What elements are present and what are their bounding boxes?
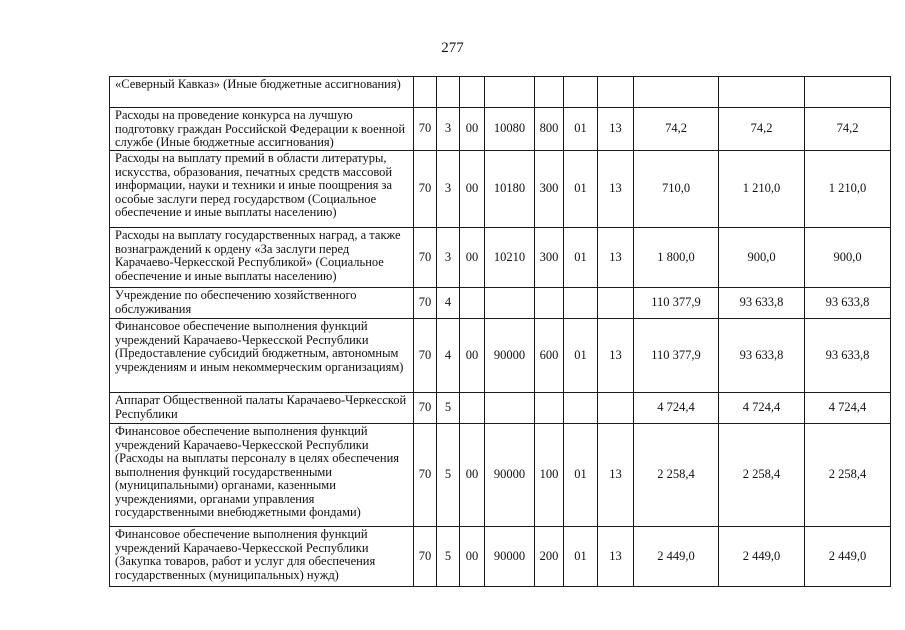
table-row xyxy=(110,424,891,527)
cell-code-5: 600 xyxy=(535,319,564,393)
budget-table xyxy=(109,76,891,587)
row-name: Аппарат Общественной палаты Карачаево-Черкесской Республики xyxy=(110,393,414,424)
row-name: Учреждение по обеспечению хозяйственного обслуживания xyxy=(110,288,414,319)
cell-code-2: 4 xyxy=(437,319,460,393)
cell-value-1 xyxy=(634,77,719,108)
cell-code-2: 3 xyxy=(437,108,460,151)
cell-code-3 xyxy=(460,393,485,424)
row-name: Расходы на выплату государственных наград, а также вознаграждений к ордену «За заслуги перед Карачаево-Черкесской Республикой» (Социальное обеспечение и иные выплаты населению) xyxy=(110,228,414,288)
cell-code-3: 00 xyxy=(460,108,485,151)
row-name: Финансовое обеспечение выполнения функций учреждений Карачаево-Черкесской Республики (Закупка товаров, работ и услуг для обеспечения государственных (муниципальных) нужд) xyxy=(110,527,414,587)
cell-code-7 xyxy=(598,288,634,319)
table-row xyxy=(110,108,891,151)
cell-code-7: 13 xyxy=(598,527,634,587)
cell-value-2: 2 449,0 xyxy=(719,527,805,587)
cell-code-3: 00 xyxy=(460,527,485,587)
cell-code-1: 70 xyxy=(414,393,437,424)
cell-value-2: 900,0 xyxy=(719,228,805,288)
cell-value-2: 2 258,4 xyxy=(719,424,805,527)
cell-code-2: 3 xyxy=(437,151,460,228)
cell-code-2: 5 xyxy=(437,393,460,424)
table-row xyxy=(110,319,891,393)
row-name: Финансовое обеспечение выполнения функций учреждений Карачаево-Черкесской Республики (Расходы на выплаты персоналу в целях обеспечения выполнения функций государственными (муниципальными) органами, казенными учреждениями, органами управления государственными внебюджетными фондами) xyxy=(110,424,414,527)
cell-value-1: 74,2 xyxy=(634,108,719,151)
cell-code-6: 01 xyxy=(564,527,598,587)
cell-code-6: 01 xyxy=(564,319,598,393)
cell-code-1: 70 xyxy=(414,527,437,587)
row-name: Финансовое обеспечение выполнения функций учреждений Карачаево-Черкесской Республики (Предоставление субсидий бюджетным, автономным учреждениям и иным некоммерческим организациям) xyxy=(110,319,414,393)
cell-code-3 xyxy=(460,77,485,108)
cell-value-2: 74,2 xyxy=(719,108,805,151)
cell-value-2: 4 724,4 xyxy=(719,393,805,424)
cell-code-5 xyxy=(535,288,564,319)
cell-code-1: 70 xyxy=(414,151,437,228)
cell-value-3: 4 724,4 xyxy=(805,393,891,424)
cell-code-3: 00 xyxy=(460,228,485,288)
table-row xyxy=(110,527,891,587)
cell-value-1: 110 377,9 xyxy=(634,288,719,319)
cell-code-3: 00 xyxy=(460,151,485,228)
row-name: «Северный Кавказ» (Иные бюджетные ассигнования) xyxy=(110,77,414,108)
cell-code-4: 10210 xyxy=(485,228,535,288)
cell-code-2: 4 xyxy=(437,288,460,319)
row-name: Расходы на выплату премий в области литературы, искусства, образования, печатных средств массовой информации, науки и техники и иные поощрения за особые заслуги перед государством (Социальное обеспечение и иные выплаты населению) xyxy=(110,151,414,228)
cell-code-5: 800 xyxy=(535,108,564,151)
cell-code-7 xyxy=(598,393,634,424)
cell-code-7 xyxy=(598,77,634,108)
cell-value-3: 2 449,0 xyxy=(805,527,891,587)
cell-code-6: 01 xyxy=(564,108,598,151)
cell-code-7: 13 xyxy=(598,424,634,527)
cell-code-4: 10180 xyxy=(485,151,535,228)
cell-value-2: 93 633,8 xyxy=(719,319,805,393)
cell-code-5: 200 xyxy=(535,527,564,587)
cell-value-1: 710,0 xyxy=(634,151,719,228)
cell-code-2: 5 xyxy=(437,527,460,587)
cell-code-5 xyxy=(535,77,564,108)
cell-code-1: 70 xyxy=(414,228,437,288)
cell-code-1: 70 xyxy=(414,108,437,151)
cell-code-1: 70 xyxy=(414,424,437,527)
cell-code-4: 10080 xyxy=(485,108,535,151)
cell-code-1: 70 xyxy=(414,319,437,393)
cell-code-6 xyxy=(564,77,598,108)
cell-code-7: 13 xyxy=(598,228,634,288)
cell-code-4 xyxy=(485,77,535,108)
cell-code-6: 01 xyxy=(564,151,598,228)
cell-value-1: 2 449,0 xyxy=(634,527,719,587)
cell-code-4 xyxy=(485,393,535,424)
table-row xyxy=(110,77,891,108)
cell-code-3: 00 xyxy=(460,424,485,527)
cell-code-6 xyxy=(564,288,598,319)
row-name: Расходы на проведение конкурса на лучшую подготовку граждан Российской Федерации к военной службе (Иные бюджетные ассигнования) xyxy=(110,108,414,151)
cell-value-1: 2 258,4 xyxy=(634,424,719,527)
cell-code-5: 300 xyxy=(535,151,564,228)
table-row xyxy=(110,151,891,228)
cell-value-2: 1 210,0 xyxy=(719,151,805,228)
cell-code-3 xyxy=(460,288,485,319)
cell-value-3: 93 633,8 xyxy=(805,288,891,319)
cell-value-3 xyxy=(805,77,891,108)
cell-value-3: 1 210,0 xyxy=(805,151,891,228)
table-row xyxy=(110,228,891,288)
cell-code-6: 01 xyxy=(564,228,598,288)
cell-value-1: 4 724,4 xyxy=(634,393,719,424)
cell-code-4: 90000 xyxy=(485,319,535,393)
cell-code-4: 90000 xyxy=(485,527,535,587)
cell-value-2: 93 633,8 xyxy=(719,288,805,319)
cell-code-2: 5 xyxy=(437,424,460,527)
cell-code-6 xyxy=(564,393,598,424)
cell-code-1 xyxy=(414,77,437,108)
cell-value-3: 74,2 xyxy=(805,108,891,151)
cell-value-1: 110 377,9 xyxy=(634,319,719,393)
page-number: 277 xyxy=(441,40,464,56)
cell-code-3: 00 xyxy=(460,319,485,393)
cell-code-5 xyxy=(535,393,564,424)
table-row xyxy=(110,393,891,424)
table-row xyxy=(110,288,891,319)
cell-code-4 xyxy=(485,288,535,319)
cell-code-7: 13 xyxy=(598,319,634,393)
cell-code-6: 01 xyxy=(564,424,598,527)
budget-table-body xyxy=(110,77,891,587)
cell-value-3: 93 633,8 xyxy=(805,319,891,393)
cell-value-3: 2 258,4 xyxy=(805,424,891,527)
cell-code-1: 70 xyxy=(414,288,437,319)
cell-value-1: 1 800,0 xyxy=(634,228,719,288)
cell-code-7: 13 xyxy=(598,151,634,228)
cell-code-2 xyxy=(437,77,460,108)
cell-code-4: 90000 xyxy=(485,424,535,527)
cell-code-5: 300 xyxy=(535,228,564,288)
cell-code-2: 3 xyxy=(437,228,460,288)
cell-value-2 xyxy=(719,77,805,108)
cell-code-5: 100 xyxy=(535,424,564,527)
cell-code-7: 13 xyxy=(598,108,634,151)
cell-value-3: 900,0 xyxy=(805,228,891,288)
